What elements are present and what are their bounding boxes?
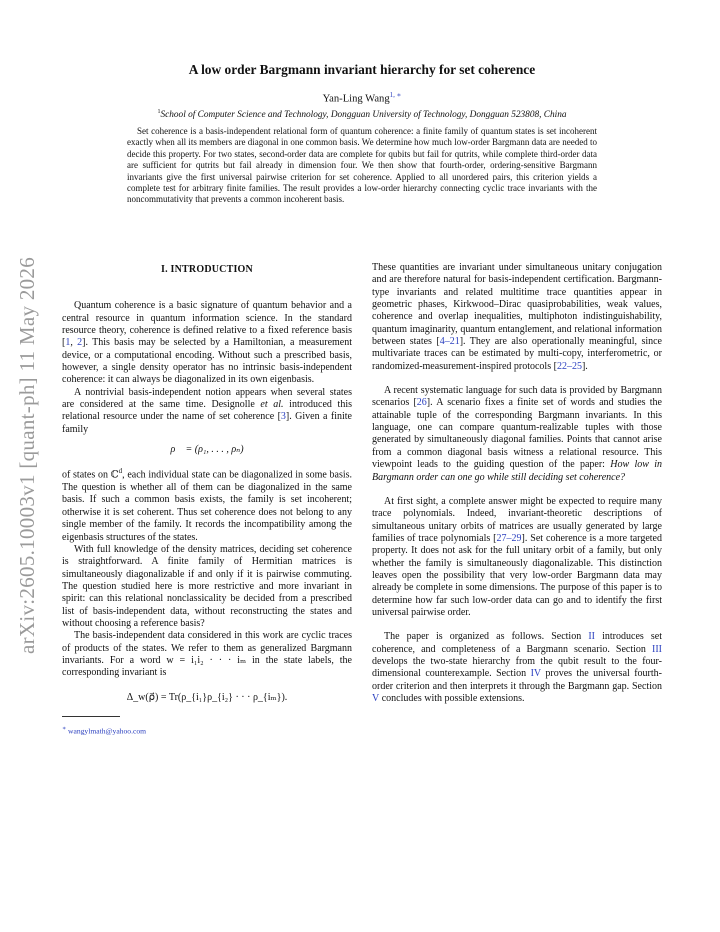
spacer xyxy=(372,373,662,385)
affiliation-mark: 1 xyxy=(157,109,161,115)
equation-state-family: ρ⃗ = (ρ₁, . . . , ρₙ) xyxy=(170,444,244,456)
intro-paragraph-9: The paper is organized as follows. Section II introduces set coherence, and completeness of a Bargmann scenario. Section III develops the two-state hierarchy from the qubit result to the four-dimensional counterexample. Section IV proves the universal fourth-order criterion and then interprets it through the Bargmann gap. Section V concludes with possible extensions. xyxy=(372,631,662,704)
equation-bargmann-invariant: Δ_w(ρ⃗) = Tr(ρ_{i₁}ρ_{i₂} · · · ρ_{iₘ}). xyxy=(126,691,288,703)
section-link-4[interactable]: IV xyxy=(530,668,541,680)
intro-paragraph-6: These quantities are invariant under simultaneous unitary conjugation and are therefore natural for basis-independent certification. Bargmann-type invariants and related multitime trace quantities appear in geometric phases, Kirkwood–Dirac quasiprobabilities, weak values, coherence and overlap inequalities, multiphoton indistinguishability, quantum imaginarity, quantum entanglement, and relational information between states [4–21]. They are also operationally meaningful, since multivariate traces can be estimated by multi-copy, interferometric, or randomized-measurement-inspired protocols [22–25]. xyxy=(372,262,662,372)
author-marks[interactable]: 1, ∗ xyxy=(389,91,402,99)
section-link-5[interactable]: V xyxy=(372,693,380,704)
citation-link[interactable]: 3 xyxy=(280,411,286,423)
intro-paragraph-5: The basis-independent data considered in this work are cyclic traces of products of the states. We refer to them as generalized Bargmann invariants. For a word w = i₁i₂ · · · iₘ in the state labels, the corresponding invariant is xyxy=(62,630,352,679)
footnote-mark: ∗ xyxy=(62,725,67,732)
arxiv-id-text: arXiv:2605.10003v1 [quant-ph] 11 May 2026 xyxy=(15,256,40,654)
paper-title: A low order Bargmann invariant hierarchy for set coherence xyxy=(188,62,536,77)
intro-paragraph-4: With full knowledge of the density matrices, deciding set coherence is straightforward. A finite family of Hermitian matrices is simultaneously diagonalizable if and only if it is pairwise commuting. The question studied here is more restrictive and more invariant in spirit: can this relational nonclassicality be decided from a prescribed list of basis-independent data, without reconstructing the states and without choosing a reference basis? xyxy=(62,543,352,629)
author-email-link[interactable]: wangylmath@yahoo.com xyxy=(67,726,147,736)
spacer xyxy=(372,619,662,631)
citation-link[interactable]: 22–25 xyxy=(556,360,582,372)
left-column xyxy=(62,262,352,738)
section-link-2[interactable]: II xyxy=(588,631,595,643)
citation-link[interactable]: 26 xyxy=(416,397,427,409)
intro-paragraph-1: Quantum coherence is a basic signature of quantum behavior and a central resource in quantum information science. In the standard resource theory, coherence is defined relative to a fixed reference basis [1, 2]. This basis may be selected by a Hamiltonian, a measurement device, or a computational encoding. Without such a prescribed basis, however, a single density operator has no intrinsic basis-independent coherence: it can always be diagonalized in its own eigenbasis. xyxy=(62,300,353,386)
footnote xyxy=(62,723,352,738)
guiding-question: How low in Bargmann order can one go while still deciding set coherence? xyxy=(372,459,662,483)
intro-paragraph-7: A recent systematic language for such data is provided by Bargmann scenarios [26]. A scenario fixes a finite set of words and studies the attainable tuple of the corresponding Bargmann invariants. In this language, one can compare quantum-realizable tuples with those generated by simultaneously diagonal families. Points that cannot arise from a common diagonal basis witness a relational resource. This viewpoint leads to the guiding question of the paper: How low in Bargmann order can one go while still deciding set coherence? xyxy=(372,385,662,483)
intro-paragraph-8: At first sight, a complete answer might be expected to require many trace polynomials. Indeed, invariant-theoretic descriptions of simultaneous unitary orbits of matrices are usually generated by large families of trace polynomials [27–29]. Set coherence is a more targeted property. It does not ask for the full unitary orbit of a family, but only whether the family is simultaneously diagonalizable. This distinction leaves open the possibility that very low-order Bargmann data may already be complete in some dimensions. The purpose of this paper is to determine how far such low-order data can go and to identify the first universal pairwise order. xyxy=(372,495,662,618)
spacer xyxy=(372,484,662,496)
citation-link[interactable]: 4–21 xyxy=(439,336,460,348)
author-line xyxy=(62,91,662,105)
section-link-3[interactable]: III xyxy=(652,643,662,655)
intro-paragraph-2: A nontrivial basis-independent notion appears when several states are considered at the same time. Designolle et al. introduced this relational resource under the name of set coherence [3]. Given a finite family xyxy=(62,386,352,435)
citation-link[interactable]: 27–29 xyxy=(496,532,522,544)
citation-link[interactable]: 2 xyxy=(77,337,83,349)
author-name: Yan-Ling Wang xyxy=(322,93,390,105)
intro-paragraph-3: of states on ℂ$^d$, each individual state can be diagonalized in some basis. The question is whether all of them can be diagonalized in the same basis. If such a common basis exists, the family is set incoherent; otherwise it is set coherent. Thus set coherence does not belong to any single member of the family. It records the incompatibility among the eigenbasis structures of the states. xyxy=(62,467,352,543)
footnote-rule xyxy=(62,716,120,717)
section-heading-introduction: I. INTRODUCTION xyxy=(161,264,253,275)
affiliation-line xyxy=(62,109,662,120)
citation-link[interactable]: 1 xyxy=(65,337,71,349)
right-column xyxy=(372,262,662,705)
spacer xyxy=(62,288,352,300)
affiliation-text: School of Computer Science and Technology, Dongguan University of Technology, Dongguan 523808, China xyxy=(160,110,567,121)
abstract: Set coherence is a basis-independent relational form of quantum coherence: a finite family of quantum states is set incoherent exactly when all its members are diagonal in one common basis. We determine how much low-order Bargmann data are needed to decide this property. For two states, second-order data are complete for qubits but fail for qutrits, while complete third-order data are sufficient for qutrits but fail already in dimension four. We then show that fourth-order, ordering-sensitive Bargmann invariants give the first universal pairwise criterion for set coherence. Applied to all unordered pairs, this criterion yields a complete test for arbitrary finite families. The result provides a low-order hierarchy connecting cyclic trace invariants with the noncommutativity that prevents a common incoherent basis. xyxy=(127,126,597,205)
arxiv-identifier xyxy=(8,240,48,670)
